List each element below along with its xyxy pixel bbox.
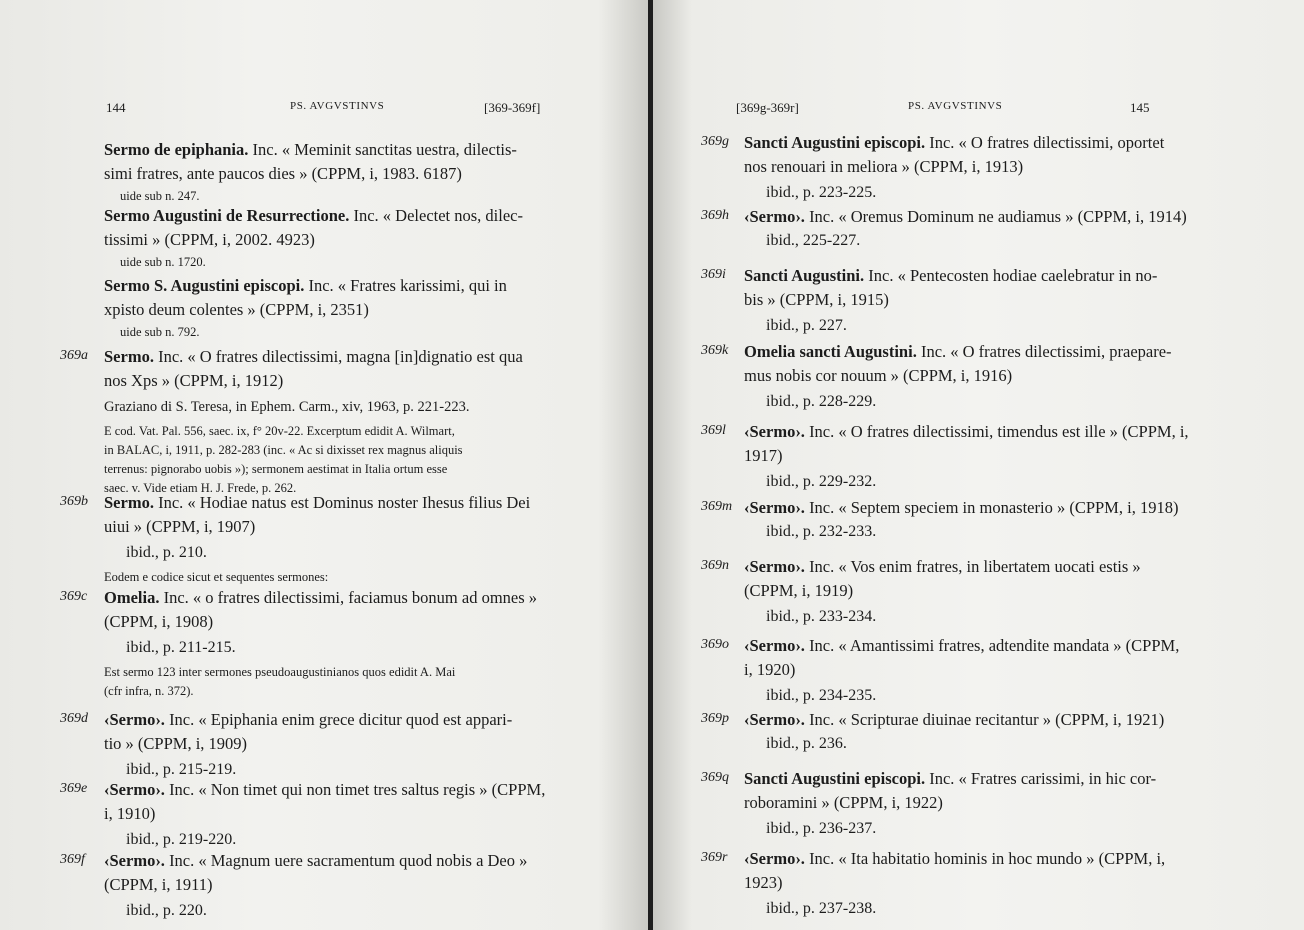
- entry-incipit: Inc. « o fratres dilectissimi, faciamus bonum ad omnes »: [159, 588, 538, 607]
- entry-ibid: ibid., p. 219-220.: [126, 831, 237, 848]
- entry-first-line: [744, 556, 1141, 578]
- entry-incipit: Inc. « Ita habitatio hominis in hoc mundo » (CPPM, i,: [804, 849, 1166, 868]
- entry-ibid: ibid., p. 215-219.: [126, 761, 237, 778]
- entry-number: 369a: [60, 348, 88, 363]
- entry-note-line: saec. v. Vide etiam H. J. Frede, p. 262.: [104, 481, 297, 495]
- entry-note-line: (cfr infra, n. 372).: [104, 684, 194, 698]
- entry-number: 369r: [701, 850, 728, 865]
- entry-second-line: (CPPM, i, 1908): [104, 612, 214, 631]
- entry-second-line: uiui » (CPPM, i, 1907): [104, 517, 256, 536]
- entry-incipit: Inc. « Non timet qui non timet tres saltus regis » (CPPM,: [164, 780, 546, 799]
- entry-second-line: tissimi » (CPPM, i, 2002. 4923): [104, 230, 315, 249]
- entry-number: 369o: [701, 637, 729, 652]
- left-header-title: PS. AVGVSTINVS: [290, 100, 385, 112]
- entry-title: Sermo.: [104, 493, 154, 512]
- entry-title: Sancti Augustini.: [744, 266, 865, 285]
- entry-first-line: [104, 275, 507, 297]
- entry-second-line: i, 1910): [104, 804, 156, 823]
- entry-note-line: Eodem e codice sicut et sequentes sermones:: [104, 570, 329, 584]
- entry-ibid: ibid., 225-227.: [766, 232, 861, 249]
- entry-note-line: uide sub n. 1720.: [120, 255, 206, 269]
- right-page: [653, 0, 1304, 930]
- entry-title: Omelia sancti Augustini.: [744, 342, 917, 361]
- entry-incipit: Inc. « O fratres dilectissimi, timendus est ille » (CPPM, i,: [804, 422, 1189, 441]
- entry-first-line: [744, 341, 1172, 363]
- entry-title: Omelia.: [104, 588, 160, 607]
- entry-incipit: Inc. « Meminit sanctitas uestra, dilectis-: [248, 140, 517, 159]
- entry-number: 369m: [701, 499, 733, 514]
- entry-incipit: Inc. « Scripturae diuinae recitantur » (CPPM, i, 1921): [804, 710, 1165, 729]
- entry-incipit: Inc. « Septem speciem in monasterio » (CPPM, i, 1918): [804, 498, 1179, 517]
- entry-title: ‹Sermo›.: [744, 498, 805, 517]
- left-page: [0, 0, 650, 930]
- entry-first-line: [744, 421, 1189, 443]
- entry-incipit: Inc. « Amantissimi fratres, adtendite mandata » (CPPM,: [804, 636, 1180, 655]
- entry-incipit: Inc. « Fratres karissimi, qui in: [304, 276, 507, 295]
- entry-title: Sermo.: [104, 347, 154, 366]
- entry-reference: Graziano di S. Teresa, in Ephem. Carm., xiv, 1963, p. 221-223.: [104, 399, 470, 415]
- entry-number: 369d: [60, 711, 88, 726]
- entry-first-line: [104, 709, 512, 731]
- entry-title: ‹Sermo›.: [744, 849, 805, 868]
- entry-first-line: [104, 587, 537, 609]
- entry-ibid: ibid., p. 232-233.: [766, 523, 877, 540]
- entry-first-line: [104, 346, 523, 368]
- left-header-range: [369-369f]: [484, 100, 541, 115]
- entry-title: Sancti Augustini episcopi.: [744, 769, 926, 788]
- entry-title: ‹Sermo›.: [104, 851, 165, 870]
- entry-title: Sermo S. Augustini episcopi.: [104, 276, 305, 295]
- entry-title: ‹Sermo›.: [744, 710, 805, 729]
- entry-second-line: xpisto deum colentes » (CPPM, i, 2351): [104, 300, 369, 319]
- entry-incipit: Inc. « Oremus Dominum ne audiamus » (CPPM, i, 1914): [804, 207, 1187, 226]
- entry-ibid: ibid., p. 236-237.: [766, 820, 877, 837]
- right-header-title: PS. AVGVSTINVS: [908, 100, 1003, 112]
- entry-second-line: (CPPM, i, 1919): [744, 581, 854, 600]
- entry-number: 369q: [701, 770, 729, 785]
- entry-second-line: 1923): [744, 873, 783, 892]
- entry-number: 369f: [60, 852, 85, 867]
- entry-first-line: [104, 205, 523, 227]
- entry-ibid: ibid., p. 236.: [766, 735, 847, 752]
- entry-first-line: [104, 492, 530, 514]
- entry-ibid: ibid., p. 223-225.: [766, 184, 877, 201]
- entry-first-line: [744, 132, 1164, 154]
- entry-number: 369h: [701, 208, 729, 223]
- entry-first-line: [744, 635, 1179, 657]
- entry-incipit: Inc. « Magnum uere sacramentum quod nobis a Deo »: [164, 851, 528, 870]
- entry-ibid: ibid., p. 211-215.: [126, 639, 236, 656]
- entry-number: 369e: [60, 781, 88, 796]
- entry-first-line: [744, 848, 1165, 870]
- entry-first-line: [104, 139, 517, 161]
- entry-title: ‹Sermo›.: [744, 636, 805, 655]
- entry-first-line: [744, 206, 1187, 228]
- entry-second-line: roboramini » (CPPM, i, 1922): [744, 793, 943, 812]
- right-page-number: 145: [1130, 100, 1150, 115]
- entry-number: 369k: [701, 343, 729, 358]
- entry-note-line: uide sub n. 247.: [120, 189, 200, 203]
- entry-number: 369g: [701, 134, 729, 149]
- entry-second-line: simi fratres, ante paucos dies » (CPPM, i, 1983. 6187): [104, 164, 462, 183]
- entry-first-line: [104, 850, 527, 872]
- entry-number: 369i: [701, 267, 726, 282]
- entry-second-line: bis » (CPPM, i, 1915): [744, 290, 889, 309]
- entry-second-line: mus nobis cor nouum » (CPPM, i, 1916): [744, 366, 1013, 385]
- entry-title: ‹Sermo›.: [744, 207, 805, 226]
- entry-note-line: in BALAC, i, 1911, p. 282-283 (inc. « Ac si dixisset rex magnus aliquis: [104, 443, 463, 457]
- entry-incipit: Inc. « O fratres dilectissimi, praepare-: [916, 342, 1172, 361]
- entry-ibid: ibid., p. 228-229.: [766, 393, 877, 410]
- entry-second-line: nos renouari in meliora » (CPPM, i, 1913): [744, 157, 1024, 176]
- right-header-range: [369g-369r]: [736, 100, 799, 115]
- entry-incipit: Inc. « Fratres carissimi, in hic cor-: [925, 769, 1157, 788]
- entry-note-line: uide sub n. 792.: [120, 325, 200, 339]
- entry-incipit: Inc. « Hodiae natus est Dominus noster Ihesus filius Dei: [153, 493, 531, 512]
- entry-incipit: Inc. « Pentecosten hodiae caelebratur in no-: [864, 266, 1158, 285]
- entry-incipit: Inc. « O fratres dilectissimi, oportet: [925, 133, 1165, 152]
- entry-second-line: 1917): [744, 446, 783, 465]
- entry-title: Sancti Augustini episcopi.: [744, 133, 926, 152]
- entry-second-line: nos Xps » (CPPM, i, 1912): [104, 371, 284, 390]
- left-page-number: 144: [106, 100, 126, 115]
- entry-first-line: [744, 709, 1164, 731]
- entry-note-line: E cod. Vat. Pal. 556, saec. ix, f° 20v-22. Excerptum edidit A. Wilmart,: [104, 424, 455, 438]
- entry-first-line: [104, 779, 545, 801]
- entry-first-line: [744, 265, 1157, 287]
- entry-number: 369n: [701, 558, 729, 573]
- entry-ibid: ibid., p. 210.: [126, 544, 207, 561]
- entry-incipit: Inc. « Vos enim fratres, in libertatem uocati estis »: [804, 557, 1141, 576]
- entry-first-line: [744, 497, 1178, 519]
- entry-title: Sermo de epiphania.: [104, 140, 249, 159]
- entry-ibid: ibid., p. 220.: [126, 902, 207, 919]
- entry-second-line: tio » (CPPM, i, 1909): [104, 734, 248, 753]
- entry-title: ‹Sermo›.: [104, 710, 165, 729]
- entry-title: ‹Sermo›.: [744, 557, 805, 576]
- entry-ibid: ibid., p. 227.: [766, 317, 847, 334]
- entry-number: 369l: [701, 423, 726, 438]
- entry-note-line: Est sermo 123 inter sermones pseudoaugustinianos quos edidit A. Mai: [104, 665, 456, 679]
- entry-incipit: Inc. « O fratres dilectissimi, magna [in]dignatio est qua: [153, 347, 523, 366]
- entry-second-line: i, 1920): [744, 660, 796, 679]
- entry-ibid: ibid., p. 234-235.: [766, 687, 877, 704]
- entry-incipit: Inc. « Delectet nos, dilec-: [349, 206, 523, 225]
- entry-note-line: terrenus: pignorabo uobis »); sermonem aestimat in Italia ortum esse: [104, 462, 448, 476]
- entry-title: Sermo Augustini de Resurrectione.: [104, 206, 350, 225]
- entry-number: 369c: [60, 589, 88, 604]
- entry-first-line: [744, 768, 1156, 790]
- entry-number: 369b: [60, 494, 88, 509]
- entry-ibid: ibid., p. 237-238.: [766, 900, 877, 917]
- entry-ibid: ibid., p. 233-234.: [766, 608, 877, 625]
- entry-ibid: ibid., p. 229-232.: [766, 473, 877, 490]
- entry-second-line: (CPPM, i, 1911): [104, 875, 213, 894]
- entry-title: ‹Sermo›.: [744, 422, 805, 441]
- entry-number: 369p: [701, 711, 729, 726]
- entry-title: ‹Sermo›.: [104, 780, 165, 799]
- entry-incipit: Inc. « Epiphania enim grece dicitur quod est appari-: [164, 710, 513, 729]
